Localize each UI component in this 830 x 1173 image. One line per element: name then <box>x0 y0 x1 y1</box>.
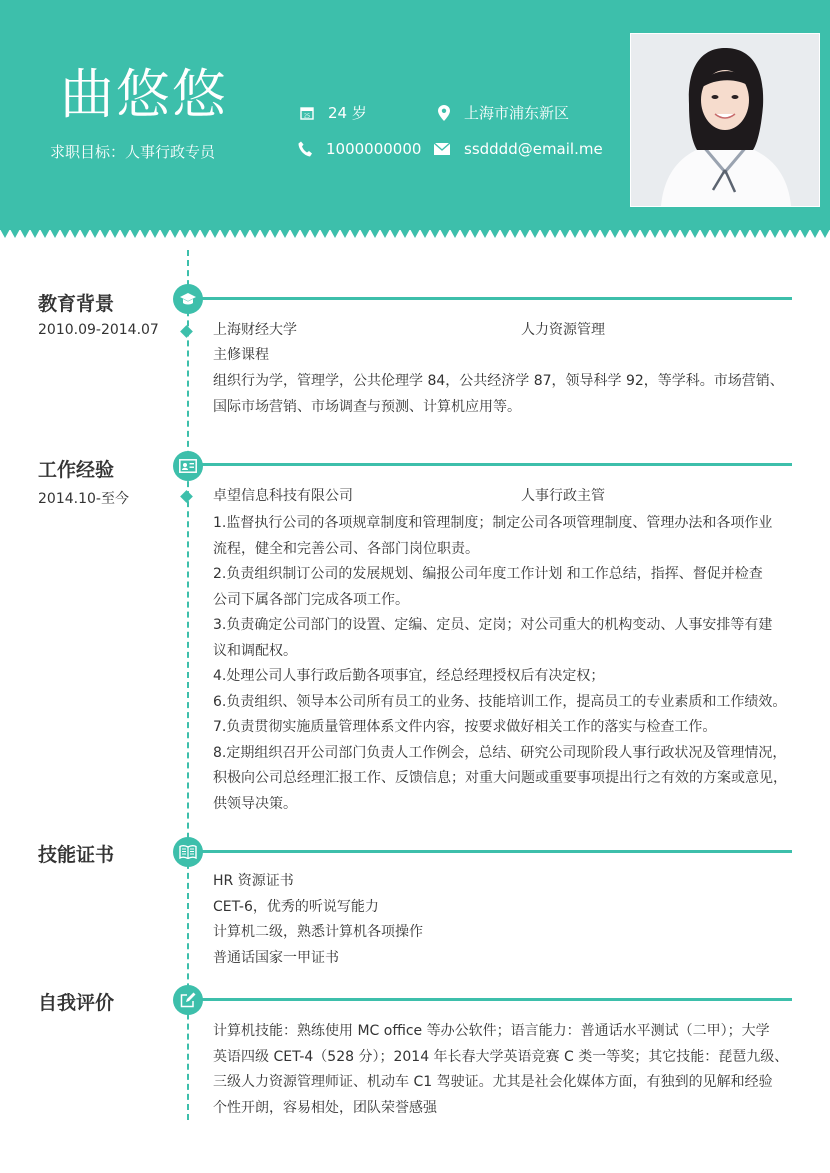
courses-line: 组织行为学，管理学，公共伦理学 84，公共经济学 87，领导科学 92，等学科。市场营销、 <box>213 373 784 389</box>
duty-line: 2.负责组织制订公司的发展规划、编报公司年度工作计划 和工作总结，指挥、督促并检查 <box>213 566 763 582</box>
location-info <box>438 102 569 123</box>
edit-icon <box>173 985 203 1015</box>
duty-line: 供领导决策。 <box>213 795 297 812</box>
position-name: 人事行政主管 <box>521 488 605 504</box>
education-title: 教育背景 <box>38 293 115 315</box>
work-divider <box>200 463 792 466</box>
duty-line: 公司下属各部门完成各项工作。 <box>213 591 409 608</box>
graduation-cap-icon <box>173 284 203 314</box>
email-text[interactable]: ssdddd@email.me <box>464 140 603 158</box>
calendar-icon <box>300 106 314 120</box>
phone-icon <box>298 141 312 157</box>
self-line: 个性开朗，容易相处，团队荣誉感强 <box>213 1099 437 1116</box>
self-divider <box>200 998 792 1001</box>
work-date: 2014.10-至今 <box>38 491 129 507</box>
profile-photo <box>630 33 820 207</box>
self-line: 英语四级 CET-4（528 分）；2014 年长春大学英语竞赛 C 类一等奖；其它技能：琵琶九级、 <box>213 1048 789 1065</box>
location-text: 上海市浦东新区 <box>464 104 570 122</box>
skill-item: 普通话国家一甲证书 <box>213 949 339 966</box>
envelope-icon <box>434 143 450 155</box>
skill-item: 计算机二级，熟悉计算机各项操作 <box>213 924 423 940</box>
duty-line: 积极向公司总经理汇报工作、反馈信息；对重大问题或重要事项提出行之有效的方案或意见， <box>213 770 787 786</box>
self-line: 计算机技能：熟练使用 MC office 等办公软件；语言能力：普通话水平测试（二甲）；大学 <box>213 1023 770 1039</box>
zigzag-border <box>0 229 830 239</box>
phone-text[interactable]: 1000000000 <box>326 140 422 158</box>
id-card-icon <box>173 451 203 481</box>
skills-title: 技能证书 <box>38 844 115 866</box>
school-name: 上海财经大学 <box>213 322 297 338</box>
education-divider <box>200 297 792 300</box>
duty-line: 8.定期组织召开公司部门负责人工作例会，总结、研究公司现阶段人事行政状况及管理情况， <box>213 744 787 761</box>
candidate-name: 曲悠悠 <box>60 63 228 126</box>
age-info <box>300 102 367 123</box>
company-name: 卓望信息科技有限公司 <box>213 488 353 504</box>
location-pin-icon <box>438 105 450 121</box>
job-objective: 求职目标：人事行政专员 <box>50 143 216 161</box>
skills-list <box>213 869 793 971</box>
courses-text <box>213 369 793 420</box>
self-title: 自我评价 <box>38 992 115 1014</box>
email-info <box>434 140 603 158</box>
duty-line: 4.处理公司人事行政后勤各项事宜，经总经理授权后有决定权； <box>213 668 605 684</box>
age-text: 24 岁 <box>328 104 367 122</box>
skill-item: CET-6，优秀的听说写能力 <box>213 898 379 915</box>
duty-line: 6.负责组织、领导本公司所有员工的业务、技能培训工作，提高员工的专业素质和工作绩效。 <box>213 693 787 710</box>
book-icon <box>173 837 203 867</box>
duty-line: 议和调配权。 <box>213 642 297 659</box>
svg-text:25: 25 <box>303 113 311 119</box>
skill-item: HR 资源证书 <box>213 873 294 889</box>
duty-line: 流程，健全和完善公司、各部门岗位职责。 <box>213 540 479 557</box>
phone-info <box>298 140 421 158</box>
duties-text <box>213 511 793 817</box>
major-name: 人力资源管理 <box>521 322 605 338</box>
skills-divider <box>200 850 792 853</box>
duty-line: 7.负责贯彻实施质量管理体系文件内容，按要求做好相关工作的落实与检查工作。 <box>213 719 717 735</box>
courses-line: 国际市场营销、市场调查与预测、计算机应用等。 <box>213 398 521 415</box>
duty-line: 3.负责确定公司部门的设置、定编、定员、定岗；对公司重大的机构变动、人事安排等有建 <box>213 617 773 633</box>
timeline-marker <box>180 490 193 503</box>
timeline-marker <box>180 325 193 338</box>
courses-label: 主修课程 <box>213 347 269 363</box>
self-line: 三级人力资源管理师证、机动车 C1 驾驶证。尤其是社会化媒体方面，有独到的见解和经验 <box>213 1074 773 1090</box>
duty-line: 1.监督执行公司的各项规章制度和管理制度；制定公司各项管理制度、管理办法和各项作业 <box>213 515 773 531</box>
education-date: 2010.09-2014.07 <box>38 322 159 338</box>
work-title: 工作经验 <box>38 459 115 481</box>
self-text <box>213 1019 793 1121</box>
